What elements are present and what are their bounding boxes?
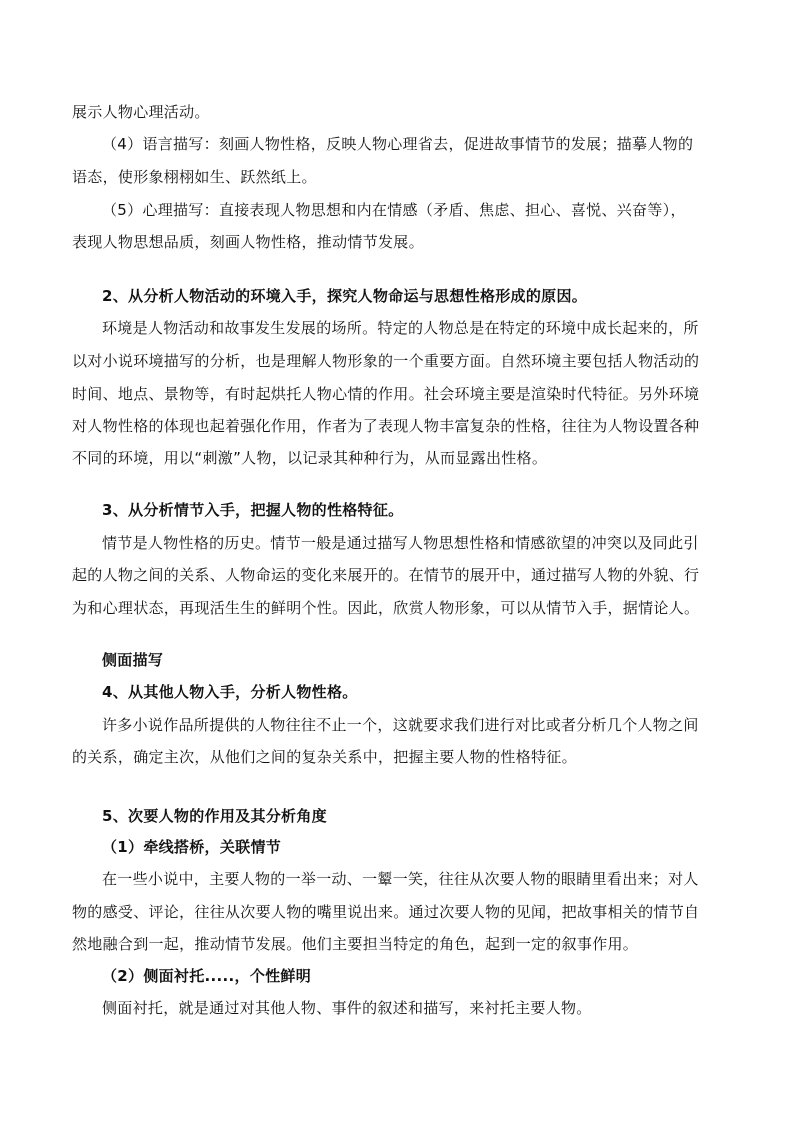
paragraph-line: 对人物性格的体现也起着强化作用，作者为了表现人物丰富复杂的性格，往往为人物设置各种	[72, 417, 700, 435]
subsection-heading: （2）侧面衬托.....，个性鲜明	[102, 967, 312, 985]
paragraph-line: （5）心理描写：直接表现人物思想和内在情感（矛盾、焦虑、担心、喜悦、兴奋等），	[102, 201, 686, 219]
paragraph-line: 的关系，确定主次，从他们之间的复杂关系中，把握主要人物的性格特征。	[72, 748, 577, 766]
paragraph-line: 侧面衬托，就是通过对其他人物、事件的叙述和描写，来衬托主要人物。	[102, 999, 592, 1017]
paragraph-line: 在一些小说中，主要人物的一举一动、一颦一笑，往往从次要人物的眼睛里看出来；对人	[102, 870, 699, 888]
paragraph-line: 语态，使形象栩栩如生、跃然纸上。	[72, 168, 317, 186]
section-heading: 5、次要人物的作用及其分析角度	[102, 807, 327, 825]
paragraph-line: 不同的环境，用以“刺激”人物，以记录其种种行为，从而显露出性格。	[72, 449, 548, 467]
paragraph-line: 以对小说环境描写的分析，也是理解人物形象的一个重要方面。自然环境主要包括人物活动的	[72, 352, 700, 370]
paragraph-line: 起的人物之间的关系、人物命运的变化来展开的。在情节的展开中，通过描写人物的外貌、行	[72, 566, 700, 584]
paragraph-line: 展示人物心理活动。	[72, 103, 210, 121]
paragraph-line: 为和心理状态，再现活生生的鲜明个性。因此，欣赏人物形象，可以从情节入手，据情论人。	[72, 599, 700, 617]
side-description-heading: 侧面描写	[102, 651, 164, 669]
section-heading: 4、从其他人物入手，分析人物性格。	[102, 683, 358, 701]
section-heading: 2、从分析人物活动的环境入手，探究人物命运与思想性格形成的原因。	[102, 287, 588, 305]
subsection-heading: （1）牵线搭桥，关联情节	[102, 838, 282, 856]
paragraph-line: 表现人物思想品质，刻画人物性格，推动情节发展。	[72, 233, 424, 251]
paragraph-line: 情节是人物性格的历史。情节一般是通过描写人物思想性格和情感欲望的冲突以及同此引	[102, 534, 699, 552]
paragraph-line: 时间、地点、景物等，有时起烘托人物心情的作用。社会环境主要是渲染时代特征。另外环境	[72, 385, 700, 403]
paragraph-line: 物的感受、评论，往往从次要人物的嘴里说出来。通过次要人物的见闻，把故事相关的情节自	[72, 903, 700, 921]
section-heading: 3、从分析情节入手，把握人物的性格特征。	[102, 501, 404, 519]
paragraph-line: （4）语言描写：刻画人物性格，反映人物心理省去，促进故事情节的发展；描摹人物的	[102, 135, 694, 153]
paragraph-line: 许多小说作品所提供的人物往往不止一个，这就要求我们进行对比或者分析几个人物之间	[102, 716, 699, 734]
paragraph-line: 然地融合到一起，推动情节发展。他们主要担当特定的角色，起到一定的叙事作用。	[72, 935, 639, 953]
paragraph-line: 环境是人物活动和故事发生发展的场所。特定的人物总是在特定的环境中成长起来的，所	[102, 319, 699, 337]
